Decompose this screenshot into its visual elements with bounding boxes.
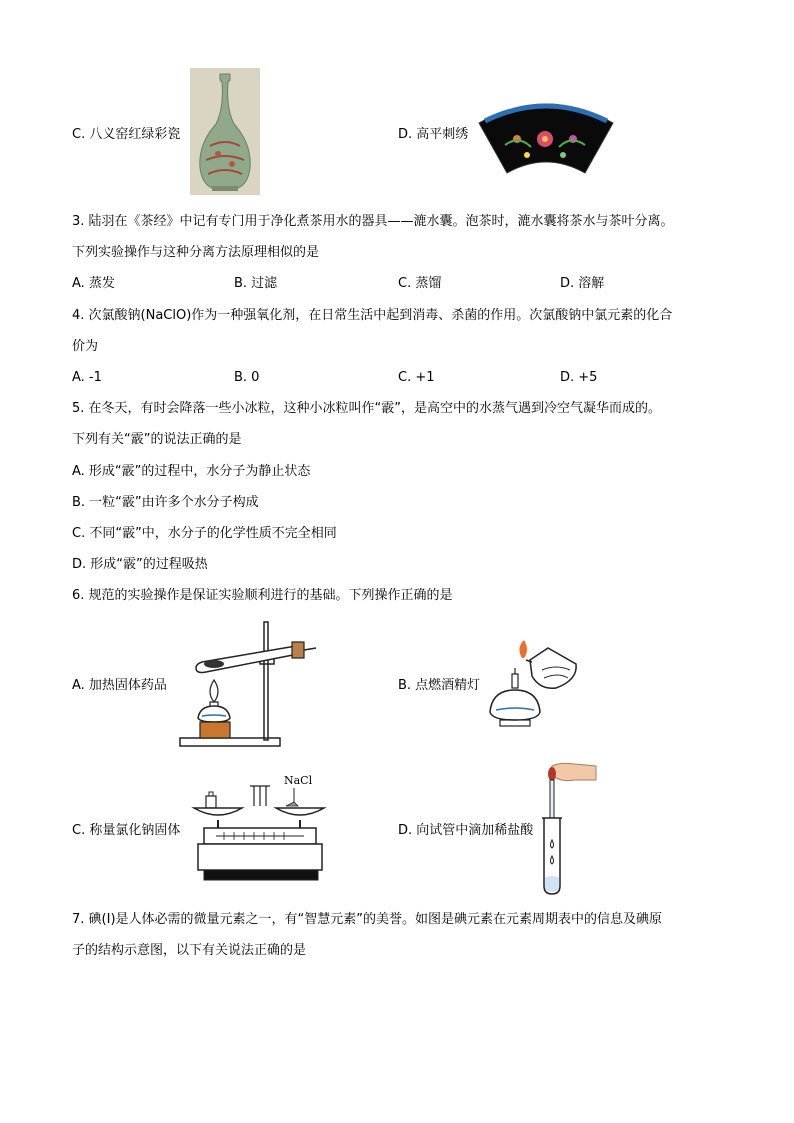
q6-option-d: D. 向试管中滴加稀盐酸 bbox=[398, 823, 534, 838]
q3-option-b: B. 过滤 bbox=[234, 276, 278, 291]
vase-image bbox=[190, 68, 260, 195]
q5-option-c: C. 不同“霰”中，水分子的化学性质不完全相同 bbox=[72, 526, 337, 541]
q2-option-c: C. 八义窑红绿彩瓷 bbox=[72, 127, 181, 142]
nacl-label: NaCl bbox=[284, 774, 313, 787]
q4-option-c: C. +1 bbox=[398, 370, 435, 385]
q5-stem-line2: 下列有关“霰”的说法正确的是 bbox=[72, 432, 242, 447]
q4-option-d: D. +5 bbox=[560, 370, 598, 385]
q5-option-a: A. 形成“霰”的过程中，水分子为静止状态 bbox=[72, 464, 311, 479]
q4-option-a: A. -1 bbox=[72, 370, 102, 385]
q3-option-a: A. 蒸发 bbox=[72, 276, 115, 291]
q3-option-c: C. 蒸馏 bbox=[398, 276, 442, 291]
heating-solid-apparatus-image bbox=[178, 618, 318, 750]
embroidery-fan-image bbox=[475, 95, 617, 175]
q4-option-b: B. 0 bbox=[234, 370, 260, 385]
q5-option-b: B. 一粒“霰”由许多个水分子构成 bbox=[72, 495, 259, 510]
lighting-alcohol-lamp-image bbox=[486, 640, 582, 732]
q5-stem-line1: 5. 在冬天，有时会降落一些小冰粒，这种小冰粒叫作“霰”，是高空中的水蒸气遇到冷空气凝华而成的。 bbox=[72, 401, 662, 416]
q6-stem: 6. 规范的实验操作是保证实验顺利进行的基础。下列操作正确的是 bbox=[72, 588, 453, 603]
q4-stem-line1: 4. 次氯酸钠(NaClO)作为一种强氧化剂，在日常生活中起到消毒、杀菌的作用。次氯酸钠中氯元素的化合 bbox=[72, 308, 673, 323]
q6-option-a: A. 加热固体药品 bbox=[72, 678, 167, 693]
q7-stem-line1: 7. 碘(I)是人体必需的微量元素之一，有“智慧元素”的美誉。如图是碘元素在元素周期表中的信息及碘原 bbox=[72, 912, 662, 927]
dropping-hydrochloric-acid-image bbox=[530, 760, 600, 898]
q3-option-d: D. 溶解 bbox=[560, 276, 605, 291]
q6-option-c: C. 称量氯化钠固体 bbox=[72, 823, 181, 838]
q2-option-d: D. 高平刺绣 bbox=[398, 127, 469, 142]
q3-stem-line2: 下列实验操作与这种分离方法原理相似的是 bbox=[72, 245, 320, 260]
balance-weighing-image bbox=[194, 772, 328, 886]
q6-option-b: B. 点燃酒精灯 bbox=[398, 678, 481, 693]
q7-stem-line2: 子的结构示意图，以下有关说法正确的是 bbox=[72, 943, 307, 958]
q4-stem-line2: 价为 bbox=[72, 339, 99, 354]
q5-option-d: D. 形成“霰”的过程吸热 bbox=[72, 557, 208, 572]
q3-stem-line1: 3. 陆羽在《茶经》中记有专门用于净化煮茶用水的器具——漉水囊。泡茶时，漉水囊将茶水与茶叶分离。 bbox=[72, 214, 674, 229]
